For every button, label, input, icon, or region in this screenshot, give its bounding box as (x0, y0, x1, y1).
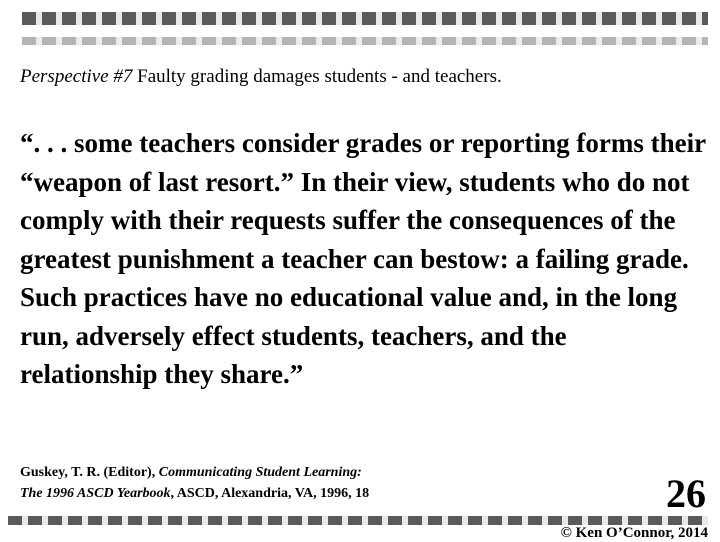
bottom-decorative-bar (8, 516, 708, 525)
citation (20, 462, 369, 504)
copyright-notice: © Ken O’Connor, 2014 (560, 525, 708, 541)
page-number: 26 (666, 471, 706, 516)
top-decorative-bar (22, 12, 708, 25)
quote-text: “. . . some teachers consider grades or reporting forms their “weapon of last resort.” In their view, students who do not comply with their requests suffer the consequences of the greatest punishment a teacher can bestow: a failing grade. Such practices have no educational value and, in the long run, adversely effect students, teachers, and the relationship they share.” (20, 128, 706, 389)
citation-line-2 (20, 483, 369, 504)
citation-title-part1: Communicating Student Learning: (158, 465, 362, 480)
secondary-decorative-bar (22, 37, 708, 45)
citation-title-part2: The 1996 ASCD Yearbook (20, 486, 171, 501)
perspective-text: Faulty grading damages students - and teachers. (137, 66, 502, 87)
perspective-label: Perspective #7 (20, 66, 133, 87)
citation-publisher: , ASCD, Alexandria, VA, 1996, 18 (170, 486, 370, 501)
citation-line-1 (20, 462, 369, 483)
slide-heading (20, 66, 502, 88)
citation-authors: Guskey, T. R. (Editor), (20, 465, 156, 480)
